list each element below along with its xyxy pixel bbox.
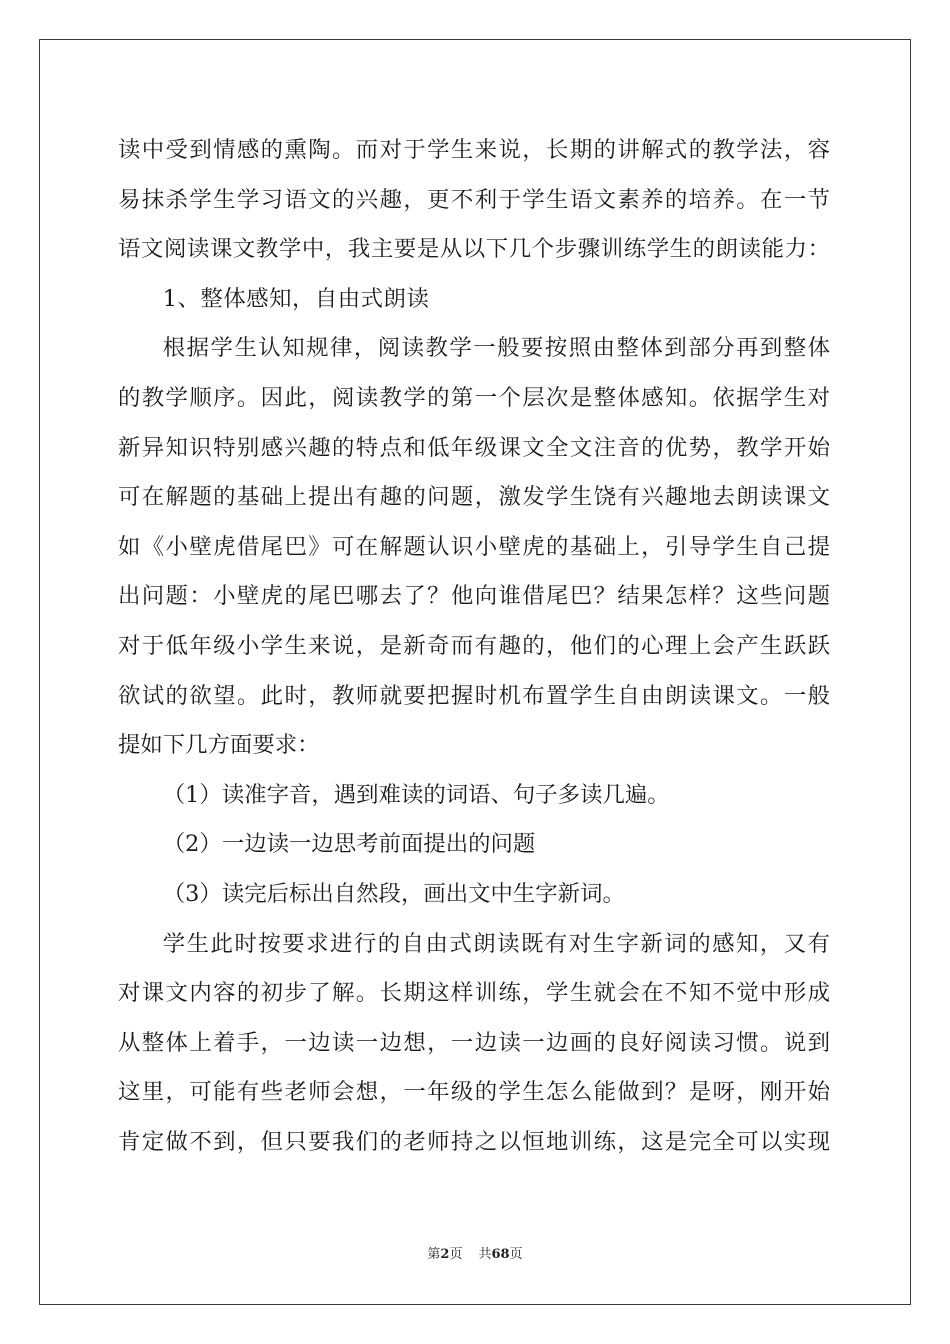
text-line: 对于低年级小学生来说，是新奇而有趣的，他们的心理上会产生跃跃 [118, 632, 830, 659]
list-item: （1）读准字音，遇到难读的词语、句子多读几遍。 [162, 781, 670, 808]
text-line: 读中受到情感的熏陶。而对于学生来说，长期的讲解式的教学法，容 [118, 137, 830, 163]
total-label: 共 [478, 1247, 492, 1262]
text-line: 这里，可能有些老师会想，一年级的学生怎么能做到？是呀，刚开始 [118, 1079, 830, 1106]
text-line: 如《小壁虎借尾巴》可在解题认识小壁虎的基础上，引导学生自己提 [118, 533, 830, 560]
text-line: 易抹杀学生学习语文的兴趣，更不利于学生语文素养的培养。在一节 [118, 186, 830, 213]
text-line: 语文阅读课文教学中，我主要是从以下几个步骤训练学生的朗读能力： [118, 236, 830, 263]
text-line: 从整体上着手，一边读一边想，一边读一边画的良好阅读习惯。说到 [118, 1029, 830, 1056]
text-line: 对课文内容的初步了解。长期这样训练，学生就会在不知不觉中形成 [118, 980, 830, 1007]
page-label: 第 [427, 1247, 441, 1262]
text-line: 出问题：小壁虎的尾巴哪去了？他向谁借尾巴？结果怎样？这些问题 [118, 583, 830, 610]
total-unit: 页 [509, 1247, 523, 1262]
section-heading: 1、整体感知，自由式朗读 [162, 285, 430, 312]
page-number: 2 [440, 1247, 450, 1262]
page-unit: 页 [449, 1247, 463, 1262]
list-item: （2）一边读一边思考前面提出的问题 [162, 831, 536, 858]
text-line: 提如下几方面要求： [118, 732, 320, 759]
text-line: 新异知识特别感兴趣的特点和低年级课文全文注音的优势，教学开始 [118, 434, 830, 461]
total-pages: 68 [491, 1247, 510, 1262]
text-line: 欲试的欲望。此时，教师就要把握时机布置学生自由朗读课文。一般 [118, 682, 830, 709]
text-line: 学生此时按要求进行的自由式朗读既有对生字新词的感知，又有 [162, 930, 830, 957]
document-body [118, 126, 830, 1167]
list-item: （3）读完后标出自然段，画出文中生字新词。 [162, 880, 625, 907]
text-line: 可在解题的基础上提出有趣的问题，激发学生饶有兴趣地去朗读课文 [118, 484, 830, 511]
text-line: 的教学顺序。因此，阅读教学的第一个层次是整体感知。依据学生对 [118, 384, 830, 411]
text-line: 肯定做不到，但只要我们的老师持之以恒地训练，这是完全可以实现 [118, 1128, 830, 1155]
page-footer [0, 1243, 950, 1262]
text-line: 根据学生认知规律，阅读教学一般要按照由整体到部分再到整体 [162, 335, 830, 362]
